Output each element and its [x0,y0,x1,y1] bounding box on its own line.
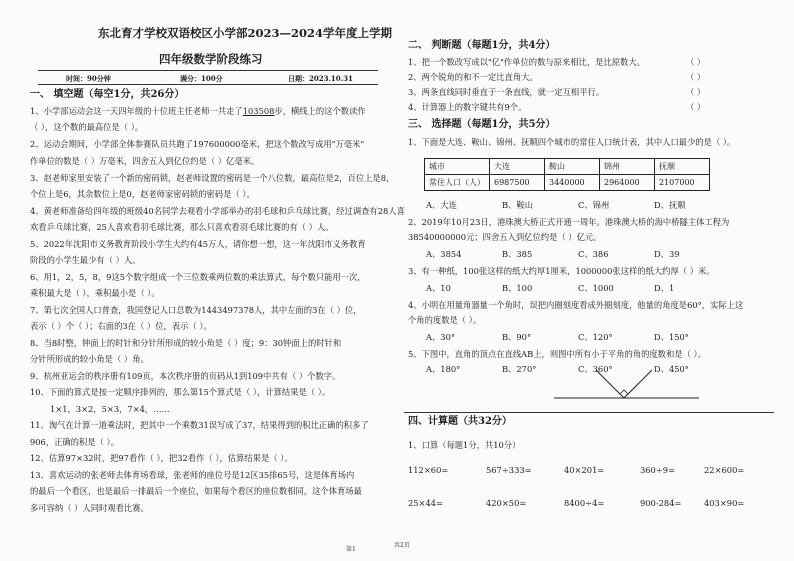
judge-bracket-1: （ ） [686,57,706,67]
q2-option-b: B、385 [502,249,533,259]
q5-option-a: A、180° [426,364,461,374]
q8-line2: 分针所形成的较小角是（ ）角。 [30,354,149,364]
q3-option-c: C、1000 [578,283,614,293]
table-row [425,159,710,175]
calc-10: 403×90= [704,498,745,508]
q4-option-b: B、90° [502,332,532,342]
page-footer-right: 共2页 [394,542,410,549]
choice-q5: 5、下图中，直角的顶点在直线AB上，则图中所有小于平角的角的度数和是（ ）。 [408,349,706,359]
choice-q2-line1: 2、2019年10月23日，港珠澳大桥正式开通一周年。港珠澳大桥的海中桥隧主体工程为 [408,217,730,227]
table-cell: 大连 [490,159,545,175]
section4-divider [404,412,774,413]
q13-line3: 多可容纳（ ）人同时观看比赛。 [30,503,149,513]
q4-line2: 欢看乒乓球比赛，25人喜欢看羽毛球比赛，那么只喜欢看羽毛球比赛的有（ ）人。 [30,222,334,232]
calc-8: 8400÷4= [564,498,605,508]
q4-line1: 4、黄老师准备给四年级的班级40名同学去观看小学部举办的羽毛球和乒乓球比赛，经过调查有28人喜 [30,206,405,216]
q2-line2: 作单位的数是（ ）万毫米，四舍五入到亿位约是（ ）亿毫米。 [30,156,260,166]
choice-q3: 3、有一种纸，100张这样的纸大约厚1厘米，1000000张这样的纸大约厚（ ）米。 [408,266,715,276]
judge-item-3: 3、两条直线同时垂直于一条直线，就一定互相平行。 [408,87,605,97]
header-divider-top [38,70,378,71]
table-cell: 城市 [425,159,490,175]
section1-heading: 一、 填空题（每空1分，共26分） [30,89,185,100]
exam-time: 时间：90分钟 [66,74,111,83]
exam-title: 东北育才学校双语校区小学部2023—2024学年度上学期 [98,26,393,40]
calc-5: 22×600= [704,465,745,475]
judge-bracket-2: （ ） [686,72,706,82]
q12-line: 12、估算97×32时，把97看作（ ），把32看作（ ），估算结果是（ ）。 [30,453,293,463]
q11-line1: 11、淘气在计算一道乘法时，把其中一个乘数31误写成了37，结果得到的积比正确的积多了 [30,420,369,430]
right-angle-figure [554,354,704,404]
judge-bracket-3: （ ） [686,87,706,97]
q2-option-c: C、386 [578,249,609,259]
q1-option-d: D、抚顺 [654,200,686,210]
choice-q2-line2: 38540000000元；四舍五入到亿位约是（ ）亿元。 [408,232,602,242]
section4-heading: 四、计算题（共32分） [408,416,512,427]
calc-1: 112×60= [408,465,449,475]
calc-7: 420×50= [486,498,527,508]
q4-option-a: A、30° [426,332,455,342]
judge-bracket-4: （ ） [686,102,706,112]
q1-number: 103508 [242,106,275,116]
choice-q4-line2: 个角的度数是（ ）。 [408,315,482,325]
table-cell: 鞍山 [545,159,600,175]
q7-line1: 7、第七次全国人口普查，我国登记人口总数为1443497378人，其中左面的3在（ ）位， [30,305,362,315]
choice-q1: 1、下面是大连、鞍山、锦州、抚顺四个城市的常住人口统计表，其中人口最少的是（ ）。 [408,137,736,147]
q3-option-d: D、1 [654,283,675,293]
table-cell: 6987500 [490,175,545,191]
table-cell: 2964000 [600,175,655,191]
q2-option-d: D、39 [654,249,680,259]
q8-line1: 8、当8时整，钟面上的时针和分针所形成的较小角是（ ）度；9：30钟面上的时针和 [30,338,342,348]
q5-option-b: B、270° [502,364,537,374]
section3-heading: 三、 选择题（每题1分，共5分） [408,119,556,130]
exam-score: 满分：100分 [180,74,223,83]
calc-3: 40×201= [564,465,605,475]
choice-q4-line1: 4、小明在用量角器量一个角时，误把内圈刻度看成外圈刻度，他量的角度是60°，实际上这 [408,300,744,310]
calc-2: 567÷333= [486,465,532,475]
q2-line1: 2、运动会期间，小学部全体参赛队员共跑了197600000毫米，把这个数改写成用"万毫米" [30,139,365,149]
q1-line1: 1、小学部运动会这一天四年级的十位班主任老师一共走了103508步，横线上的这个数读作 [30,106,366,116]
q1-option-b: B、鞍山 [502,200,533,210]
q5-option-c: C、360° [578,364,613,374]
q1-option-a: A、大连 [426,200,457,210]
table-cell: 抚顺 [655,159,710,175]
table-cell: 2107000 [655,175,710,191]
q6-line1: 6、用1，2，5，8，9这5个数字组成一个三位数乘两位数的乘法算式，每个数只能用一次， [30,272,366,282]
q10-sequence: 1×1，3×2，5×3，7×4，…… [50,404,170,414]
page-footer-left: 第1 [346,546,356,553]
table-cell: 3440000 [545,175,600,191]
table-cell: 常住人口（人） [425,175,490,191]
judge-item-1: 1、把一个数改写成以"亿"作单位的数与原来相比，是比原数大。 [408,57,645,67]
q4-option-c: C、120° [578,332,613,342]
table-row [425,175,710,191]
oral-calc-subheading: 1、口算（每题1分，共10分） [408,440,521,450]
q11-line2: 906，正确的积是（ ）。 [30,437,119,447]
q6-line2: 乘积最大是（ ），乘积最小是（ ）。 [30,288,160,298]
q4-option-d: D、150° [654,332,689,342]
q9-line: 9、杭州亚运会的秩序册有109页，本次秩序册的页码从1到109中共有（ ）个数字。 [30,371,341,381]
population-table [424,158,710,191]
q13-line1: 13、喜欢运动的张老师去体育场看球，张老师的座位号是12区35排65号，这是体育场内 [30,470,355,480]
table-cell: 锦州 [600,159,655,175]
exam-date: 日期：2023.10.31 [288,74,353,83]
section2-heading: 二、 判断题（每题1分，共4分） [408,40,556,51]
q13-line2: 的最后一个看区，也是最后一排最后一个座位，如果每个看区的座位数相同，这个体育场最 [30,486,362,496]
q10-line1: 10、下面的算式是按一定顺序排列的，那么第15个算式是（ ），计算结果是（ ）。 [30,387,331,397]
exam-subtitle: 四年级数学阶段练习 [159,52,263,66]
calc-4: 360÷9= [640,465,676,475]
calc-9: 900-284= [640,498,682,508]
q3-line1: 3、赵老师家里安装了一个新的密码锁，赵老师设置的密码是一个八位数，最高位是2，百位上是8， [30,173,395,183]
q1-option-c: C、锦州 [578,200,610,210]
q1-line2: （ ），这个数的最高位是（ ）。 [30,122,144,132]
calc-6: 25×44= [408,498,444,508]
q3-option-a: A、10 [426,283,451,293]
q3-option-b: B、100 [502,283,533,293]
q2-option-a: A、3854 [426,249,462,259]
right-angle-mark [620,390,628,394]
q5-line2: 阶段的小学生最少有（ ）人。 [30,255,141,265]
q7-line2: 表示（ ）个（ ）；右面的3在（ ）位，表示（ ）。 [30,321,212,331]
judge-item-2: 2、两个锐角的和不一定比直角大。 [408,72,538,82]
header-divider-bottom [38,84,378,85]
judge-item-4: 4、计算器上的数字键共有9个。 [408,102,527,112]
q5-option-d: D、450° [654,364,689,374]
q5-line1: 5、2022年沈阳市义务教育阶段小学生大约有45万人，请你想一想，这一年沈阳市义务教育 [30,239,366,249]
q3-line2: 个位上是6，其余数位上是0，赵老师家密码锁的密码是（ ）。 [30,189,255,199]
